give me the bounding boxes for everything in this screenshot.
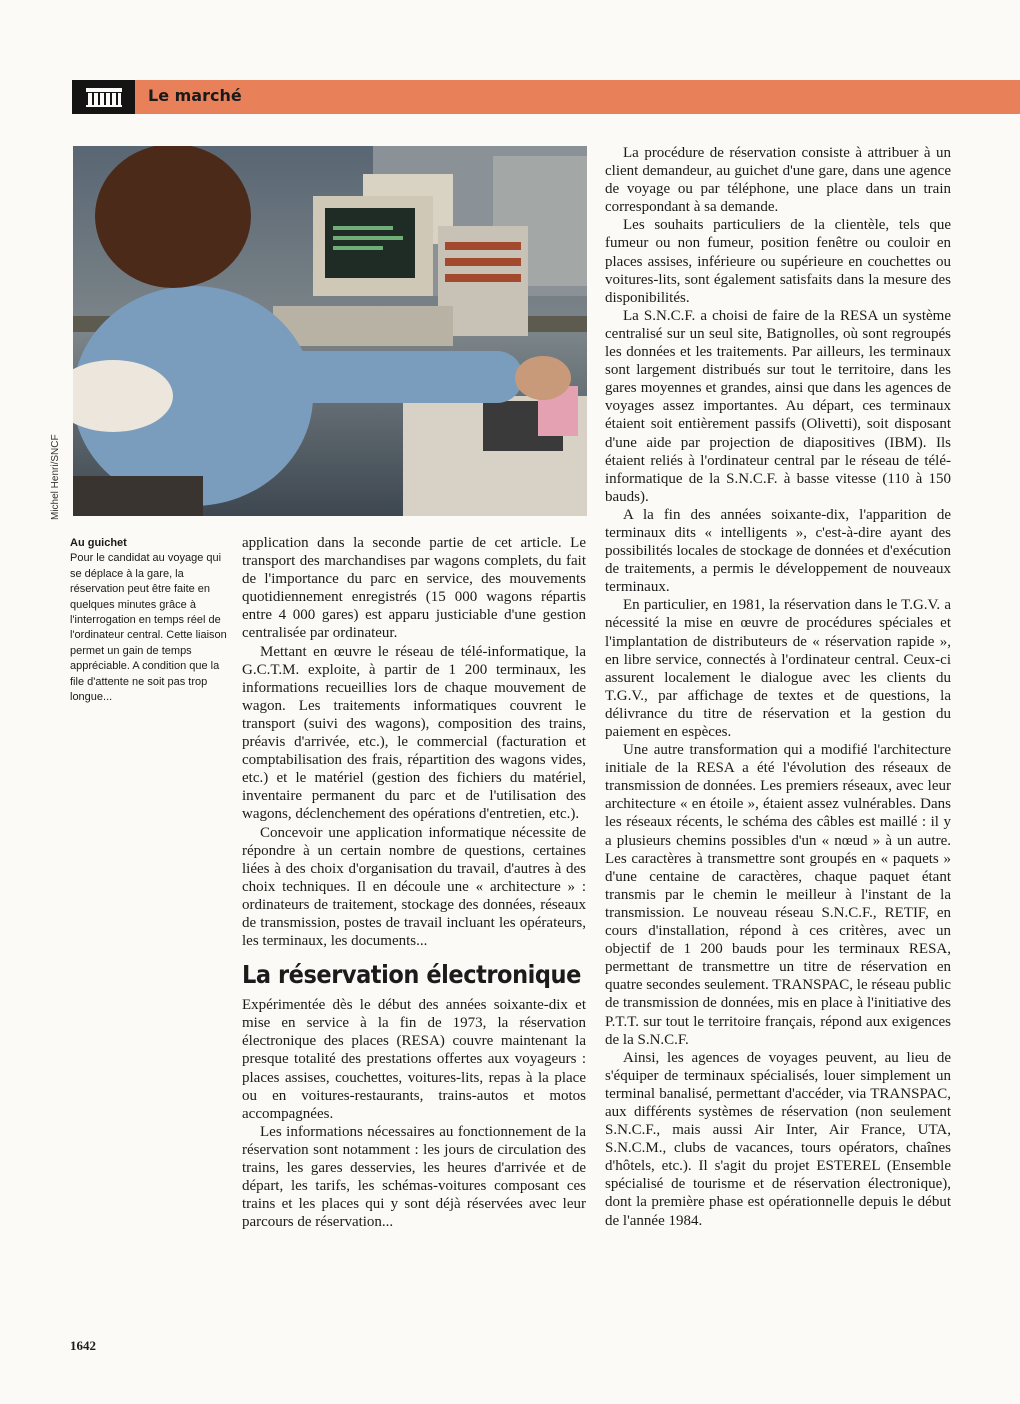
paragraph: Les souhaits particuliers de la clientèle, tels que fumeur ou non fumeur, position fenêtre ou couloir en places assises, inférieure ou supérieure en couchettes ou voitures-lits, sont également satisfaits dans la mesure des disponibilités.	[605, 217, 951, 306]
building-icon	[84, 86, 124, 108]
section-header-bar	[72, 80, 1020, 114]
reservation-terminal-photo	[73, 146, 587, 516]
paragraph: Les informations nécessaires au fonctionnement de la réservation sont notamment : les jours de circulation des trains, les gares desservies, les heures d'arrivée et de départ, les tarifs, les schémas-voitures composant ces trains et les places qui y sont déjà réservées avec leur parcours de réservation...	[242, 1123, 586, 1231]
paragraph: En particulier, en 1981, la réservation dans le T.G.V. a nécessité la mise en œuvre de procédures spéciales et l'implantation de distributeurs de « réservation rapide », en libre service, connectés à l'ordinateur central. Ceux-ci assurent localement le dialogue avec les clients du T.G.V., par affichage de textes et de questions, la délivrance du titre de réservation et la gestion du paiement en espèces.	[605, 597, 951, 740]
paragraph: Concevoir une application informatique nécessite de répondre à un certain nombre de questions, certaines liées à des choix d'organisation du travail, d'autres à des choix techniques. Il en découle une « architecture » : ordinateurs de traitement, stockage des données, réseaux de transmission, postes de travail incluant les opérateurs, les terminaux, les documents...	[242, 824, 586, 950]
header-icon-box	[72, 80, 135, 114]
middle-column	[242, 534, 586, 1231]
section-heading: La réservation électronique	[242, 960, 581, 990]
paragraph: application dans la seconde partie de cet article. Le transport des marchandises par wagons complets, du fait de l'importance du parc en service, des mouvements quotidiennement enregistrés (15 000 wagons répartis entre 4 000 gares) est apparu justiciable d'une gestion centralisée par ordinateur.	[242, 535, 586, 642]
photo-caption	[70, 536, 230, 705]
caption-text: Pour le candidat au voyage qui se déplace à la gare, la réservation peut être faite en quelques minutes grâce à l'interrogation en temps réel de l'ordinateur central. Cette liaison permet un gain de temps appréciable. A condition que la file d'attente ne soit pas trop longue...	[70, 552, 227, 704]
paragraph: Expérimentée dès le début des années soixante-dix et mise en service à la fin de 1973, la réservation électronique des places (RESA) couvre maintenant la presque totalité des prestations offertes aux voyageurs : places assises, couchettes, voitures-lits, repas à la place ou en voitures-restaurants, trains-autos et motos accompagnées.	[242, 997, 586, 1122]
paragraph: La S.N.C.F. a choisi de faire de la RESA un système centralisé sur un seul site, Batignolles, où sont regroupés les données et les traitements. Par ailleurs, les terminaux sont largement distribués sur tout le territoire, dans les gares moyennes et grandes, ainsi que dans les agences de voyages assez importantes. Au départ, ces terminaux étaient soit entièrement passifs (Olivetti), soit disposant d'une aide par projection de diapositives (IBM). Ils étaient reliés à l'ordinateur central par le réseau de télé-informatique de la S.N.C.F. à basse vitesse (110 à 150 bauds).	[605, 307, 951, 505]
paragraph: Une autre transformation qui a modifié l'architecture initiale de la RESA a été l'évolution des réseaux de transmission de données. Les premiers réseaux, avec leur architecture « en étoile », étaient assez vulnérables. Dans les réseaux récents, le schéma des câbles est maillé : il y a plusieurs chemins possibles d'un « nœud » à un autre. Les caractères à transmettre sont groupés en « paquets » d'une centaine de caractères, chaque paquet étant transmis par le chemin le meilleur à l'instant de la transmission. Le nouveau réseau S.N.C.F., RETIF, en cours d'installation, répond à ces critères, avec un objectif de 1 200 bauds pour les terminaux RESA, permettant de transmettre un titre de réservation en quatre secondes seulement. TRANSPAC, le réseau public de transmission de données, mis en place à l'initiative des P.T.T. sur tout le territoire français, répond aux exigences de la S.N.C.F.	[605, 742, 951, 1048]
right-column	[605, 144, 951, 1230]
section-title: Le marché	[148, 86, 242, 105]
photo-credit: Michel Henri/SNCF	[50, 434, 61, 520]
paragraph: Ainsi, les agences de voyages peuvent, au lieu de s'équiper de terminaux spécialisés, louer simplement un terminal banalisé, permettant d'accéder, via TRANSPAC, aux différents systèmes de réservation (non seulement S.N.C.F., mais aussi Air Inter, Air France, UTA, S.N.C.M., clubs de vacances, tours opérators, chaînes d'hôtels, etc.). Il s'agit du projet ESTEREL (Ensemble spécialisé de tourisme et de réservation électronique), dont la première phase est opérationnelle depuis le début de l'année 1984.	[605, 1049, 951, 1229]
paragraph: Mettant en œuvre le réseau de télé-informatique, la G.C.T.M. exploite, à partir de 1 200 terminaux, les informations recueillies lors de chaque mouvement de wagon. Les traitements informatiques couvrent le transport (suivi des wagons), composition des trains, préavis d'arrivée, etc.), le commercial (facturation et comptabilisation des frais, répartition des wagons vides, etc.) et le matériel (gestion des fichiers du matériel, inventaire permanent du parc et de l'utilisation des wagons, déclenchement des opérations d'entretien, etc.).	[242, 643, 586, 823]
paragraph: A la fin des années soixante-dix, l'apparition de terminaux dits « intelligents », c'est-à-dire ayant des possibilités locales de stockage de données et d'exécution de traitements, a permis le développement de nouveaux terminaux.	[605, 506, 951, 596]
caption-title: Au guichet	[70, 537, 127, 549]
photo-illustration	[73, 146, 587, 516]
paragraph: La procédure de réservation consiste à attribuer à un client demandeur, au guichet d'une gare, dans une agence de voyage ou par téléphone, une place dans un train correspondant à sa demande.	[605, 145, 951, 216]
page-number: 1642	[70, 1338, 96, 1353]
